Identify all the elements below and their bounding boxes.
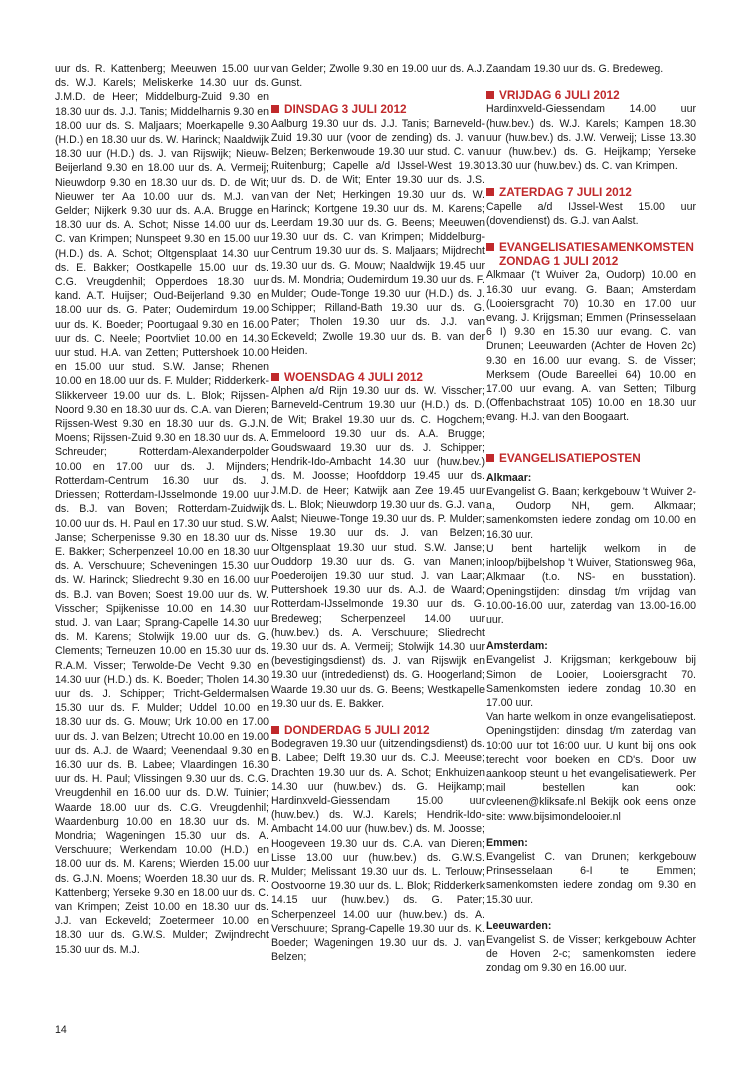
column-right — [486, 62, 696, 976]
heading-text: VRIJDAG 6 JULI 2012 — [499, 88, 620, 103]
section-heading — [486, 451, 696, 465]
schedule-text: van Gelder; Zwolle 9.30 en 19.00 uur ds. A.J. Gunst. — [271, 63, 485, 90]
section-evangelisatiesamenkomsten — [486, 240, 696, 425]
square-bullet-icon — [271, 105, 279, 113]
schedule-text: Alphen a/d Rijn 19.30 uur ds. W. Visscher; Barneveld-Centrum 19.30 uur (H.D.) ds. D. de Wit; Brakel 19.30 uur ds. C. Hogchem; Emmeloord 19.30 uur ds. A.A. Brugge; Goudswaard 19.30 uur ds. J. Schipper; Hendrik-Ido-Ambacht 14.30 uur (huw.bev.) ds. M. Joosse; Hoofddorp 19.45 uur ds. J.M.D. de Heer; Katwijk aan Zee 19.45 uur ds. L. Blok; Nieuwdorp 19.30 uur ds. G.J. van Aalst; Nieuwe-Tonge 19.30 uur ds. P. Mulder; Nisse 19.30 uur ds. J. van Belzen; Oltgensplaat 19.30 uur stud. S.W. Janse; Ouddorp 19.30 uur ds. G. van Manen; Poederoijen 19.30 uur stud. J. van Laar; Puttershoek 19.30 uur ds. A.J. de Waard; Rotterdam-IJsselmonde 19.30 uur ds. G. Bredeweg; Scherpenzeel 14.00 uur (huw.bev.) ds. A. Verschuure; Sliedrecht 19.30 uur ds. A. Vermeij; Stolwijk 14.30 uur (bevestigingsdienst) ds. J. van Rijswijk en 19.30 uur (intrededienst) ds. G. Hoogerland; Waarde 19.30 uur ds. G. Beens; Westkapelle 19.30 uur ds. E. Bakker. — [271, 385, 485, 710]
schedule-text: Aalburg 19.30 uur ds. J.J. Tanis; Barneveld-Zuid 19.30 uur (voor de zending) ds. J. van Belzen; Berkenwoude 19.30 uur stud. C. van Ruitenburg; Capelle a/d IJssel-West 19.30 uur ds. D. de Wit; Enter 19.30 uur ds. J.S. van der Net; Herkingen 19.30 uur ds. W. Harinck; Kortgene 19.30 uur ds. M. Karens; Leerdam 19.30 uur ds. G. Beens; Meeuwen 19.30 uur ds. C. van Krimpen; Middelburg-Centrum 19.30 uur ds. S. Maljaars; Mijdrecht 19.30 uur ds. G. Mouw; Naaldwijk 19.45 uur ds. M. Mondria; Oudemirdum 19.30 uur ds. F. Mulder; Oude-Tonge 19.30 uur (H.D.) ds. J. Schipper; Rilland-Bath 19.30 uur ds. G. Pater; Tholen 19.30 uur ds. J.J. van Eckeveld; Zwolle 19.30 uur ds. B. van der Heiden. — [271, 117, 485, 357]
square-bullet-icon — [486, 243, 494, 251]
section-heading — [271, 370, 485, 384]
section-friday — [486, 88, 696, 173]
post-text: Evangelist J. Krijgsman; kerkgebouw bij Simon de Looier, Looiersgracht 70. Samenkomsten iedere zondag 10.30 en 17.00 uur. — [486, 654, 696, 709]
heading-text: EVANGELISATIEPOSTEN — [499, 450, 641, 465]
post-place-leeuwarden: Leeuwarden: — [486, 919, 552, 932]
section-heading — [486, 88, 696, 102]
section-heading — [486, 185, 696, 199]
section-thursday — [271, 723, 485, 964]
heading-text: EVANGELISATIESAMENKOMSTEN ZONDAG 1 JULI 2012 — [499, 240, 694, 269]
square-bullet-icon — [486, 188, 494, 196]
schedule-text: Hardinxveld-Giessendam 14.00 uur (huw.bev.) ds. W.J. Karels; Kampen 18.30 uur (huw.bev.) ds. J.W. Verweij; Lisse 13.30 uur (huw.bev.) ds. G. Heijkamp; Yerseke 13.30 uur (huw.bev.) ds. C. van Krimpen. — [486, 103, 696, 173]
post-place-amsterdam: Amsterdam: — [486, 640, 548, 653]
post-text: Evangelist C. van Drunen; kerkgebouw Prinsesselaan 6-I te Emmen; samenkomsten iedere zondag om 9.30 en 15.30 uur. — [486, 850, 696, 906]
section-evangelisatieposten — [486, 451, 696, 976]
post-text: Evangelist G. Baan; kerkgebouw 't Wuiver 2-a, Oudorp NH, gem. Alkmaar; samenkomsten iedere zondag om 10.00 en 16.30 uur. — [486, 486, 696, 541]
post-text: U bent hartelijk welkom in de inloop/bijbelshop 't Wuiver, Stationsweg 96a, Alkmaar (t.o. NS- en busstation). Openingstijden: dinsdag t/m vrijdag van 10.00-16.00 uur, zaterdag van 13.00-16.00 uur. — [486, 542, 696, 626]
section-heading — [271, 723, 485, 737]
section-tuesday — [271, 102, 485, 358]
column-middle — [271, 62, 485, 964]
section-heading — [486, 240, 696, 268]
heading-text: DONDERDAG 5 JULI 2012 — [284, 722, 430, 737]
heading-text: DINSDAG 3 JULI 2012 — [284, 102, 407, 117]
schedule-text: Capelle a/d IJssel-West 15.00 uur (dovendienst) ds. G.J. van Aalst. — [486, 200, 696, 227]
page-number: 14 — [55, 1024, 67, 1036]
heading-text: WOENSDAG 4 JULI 2012 — [284, 370, 423, 385]
post-place-alkmaar: Alkmaar: — [486, 471, 532, 484]
column-left — [55, 62, 269, 957]
schedule-text: Alkmaar ('t Wuiver 2a, Oudorp) 10.00 en 16.30 uur evang. G. Baan; Amsterdam (Looiersgracht 70) 10.30 en 17.00 uur evang. J. Krijgsman; Emmen (Prinsesselaan 6 I) 9.30 en 15.30 uur evang. C. van Drunen; Leeuwarden (Achter de Hoven 2c) 9.30 en 16.00 uur evang. S. de Visser; Merksem (Oude Bareellei 64) 10.00 en 17.00 uur evang. A. van Setten; Tilburg (Offenbachstraat 105) 10.00 en 18.30 uur evang. H.J. van den Boogaart. — [486, 269, 696, 424]
post-text: Van harte welkom in onze evangelisatiepost. Openingstijden: dinsdag t/m zaterdag van 10:00 uur tot 16:00 uur. U kunt bij ons ook terecht voor boeken en CD's. Door uw aankoop steunt u het evangelisatiewerk. Per mail bestellen kan ook: cvleenen@kliksafe.nl Bekijk ook eens onze site: www.bijsimondelooier.nl — [486, 711, 696, 823]
schedule-text: uur ds. R. Kattenberg; Meeuwen 15.00 uur ds. W.J. Karels; Meliskerke 14.30 uur ds. J.M.D. de Heer; Middelburg-Zuid 9.30 en 18.30 uur ds. J.J. Tanis; Middelharnis 9.30 en 18.00 uur ds. S. Maljaars; Moerkapelle 9.30 (H.D.) en 18.30 uur ds. W. Harinck; Naaldwijk 18.30 uur (H.D.) ds. J. van Rijswijk; Nieuw-Beijerland 9.30 en 18.00 uur ds. A. Vermeij; Nieuwdorp 9.30 en 18.30 uur ds. D. de Wit; Nieuwer ter Aa 10.00 uur ds. M.J. van Gelder; Nijkerk 9.30 uur ds. A.A. Brugge en 18.30 uur ds. A. Schot; Nisse 14.00 uur ds. C. van Krimpen; Nunspeet 9.30 en 15.00 uur (H.D.) ds. A. Schot; Oltgensplaat 14.30 uur ds. E. Bakker; Oostkapelle 15.00 uur ds. C.G. Vreugdenhil; Opperdoes 18.30 uur kand. A.T. Huijser; Oud-Beijerland 9.30 en 18.00 uur ds. G. Pater; Oudemirdum 19.00 uur ds. K. Boeder; Poortugaal 9.30 en 16.00 uur ds. C. Neele; Poortvliet 10.00 en 14.30 uur stud. H.A. van Zetten; Puttershoek 10.00 en 15.00 uur stud. S.W. Janse; Rhenen 10.00 en 18.00 uur ds. F. Mulder; Ridderkerk-Slikkerveer 19.00 uur ds. L. Blok; Rijssen-Noord 9.30 en 18.30 uur ds. C.A. van Dieren; Rijssen-West 9.30 en 18.30 uur ds. G.J.N. Moens; Rijssen-Zuid 9.30 en 18.30 uur ds. A. Schreuder; Rotterdam-Alexanderpolder 10.00 en 17.00 uur ds. J. Mijnders; Rotterdam-Centrum 16.30 uur ds. J. Driessen; Rotterdam-IJsselmonde 19.00 uur ds. B.J. van Boven; Rotterdam-Zuidwijk 10.00 uur ds. H. Paul en 17.30 uur stud. S.W. Janse; Scherpenisse 9.30 en 18.30 uur ds. E. Bakker; Scherpenzeel 10.00 en 18.30 uur ds. A. Verschuure; Scheveningen 15.30 uur ds. W. Harinck; Sliedrecht 9.30 en 16.00 uur ds. B.J. van Boven; Soest 19.00 uur ds. W. Visscher; Spijkenisse 10.00 en 14.30 uur stud. J. van Laar; Sprang-Capelle 14.30 uur ds. M. Karens; Stolwijk 19.00 uur ds. G. Clements; Terneuzen 10.00 en 15.30 uur ds. R.A.M. Visser; Terwolde-De Vecht 9.30 en 14.30 uur (H.D.) ds. K. Boeder; Tholen 14.30 uur ds. J. Schipper; Tricht-Geldermalsen 15.30 uur ds. F. Mulder; Uddel 10.00 en 18.30 uur ds. G. Mouw; Urk 10.00 en 17.00 uur ds. J. van Belzen; Utrecht 10.00 en 19.00 uur ds. A.J. de Waard; Veenendaal 9.30 en 16.30 uur ds. B. Labee; Vlaardingen 16.30 uur ds. H. Paul; Vlissingen 9.30 uur ds. C.G. Vreugdenhil en 16.00 uur ds. D.W. Tuinier; Waarde 18.00 uur ds. C.G. Vreugdenhil; Waardenburg 10.00 en 18.30 uur ds. M. Mondria; Wageningen 15.30 uur ds. A. Verschuure; Werkendam 10.00 (H.D.) en 18.00 uur ds. M. Karens; Wierden 15.00 uur ds. G.J.N. Moens; Woerden 18.30 uur ds. R. Kattenberg; Yerseke 9.30 en 18.00 uur ds. C. van Krimpen; Zeist 10.00 en 18.30 uur ds. J.J. van Eckeveld; Zoetermeer 10.00 en 18.30 uur ds. G.W.S. Mulder; Zwijndrecht 15.30 uur ds. M.J. — [55, 63, 269, 956]
post-text: Evangelist S. de Visser; kerkgebouw Achter de Hoven 2-c; samenkomsten iedere zondag om 9.30 en 16.00 uur. — [486, 933, 696, 975]
square-bullet-icon — [271, 373, 279, 381]
square-bullet-icon — [486, 91, 494, 99]
schedule-text: Zaandam 19.30 uur ds. G. Bredeweg. — [486, 63, 664, 75]
section-saturday — [486, 185, 696, 228]
section-wednesday — [271, 370, 485, 711]
square-bullet-icon — [486, 454, 494, 462]
heading-text: ZATERDAG 7 JULI 2012 — [499, 185, 632, 200]
schedule-text: Bodegraven 19.30 uur (uitzendingsdienst) ds. B. Labee; Delft 19.30 uur ds. C.J. Meeuse; Drachten 19.30 uur ds. A. Schot; Enkhuizen 14.30 uur (huw.bev.) ds. G. Heijkamp; Hardinxveld-Giessendam 15.00 uur (huw.bev.) ds. W.J. Karels; Hendrik-Ido-Ambacht 14.00 uur (huw.bev.) ds. M. Joosse; Hoogeveen 19.30 uur ds. C.A. van Dieren; Lisse 13.00 uur (huw.bev.) ds. G.W.S. Mulder; Melissant 19.30 uur ds. L. Terlouw; Oostvoorne 19.30 uur ds. L. Blok; Ridderkerk 14.15 uur (huw.bev.) ds. G. Pater; Scherpenzeel 14.00 uur (huw.bev.) ds. A. Verschuure; Sprang-Capelle 19.30 uur ds. K. Boeder; Wageningen 19.30 uur ds. J. van Belzen; — [271, 738, 485, 964]
post-place-emmen: Emmen: — [486, 836, 528, 849]
section-heading — [271, 102, 485, 116]
square-bullet-icon — [271, 726, 279, 734]
